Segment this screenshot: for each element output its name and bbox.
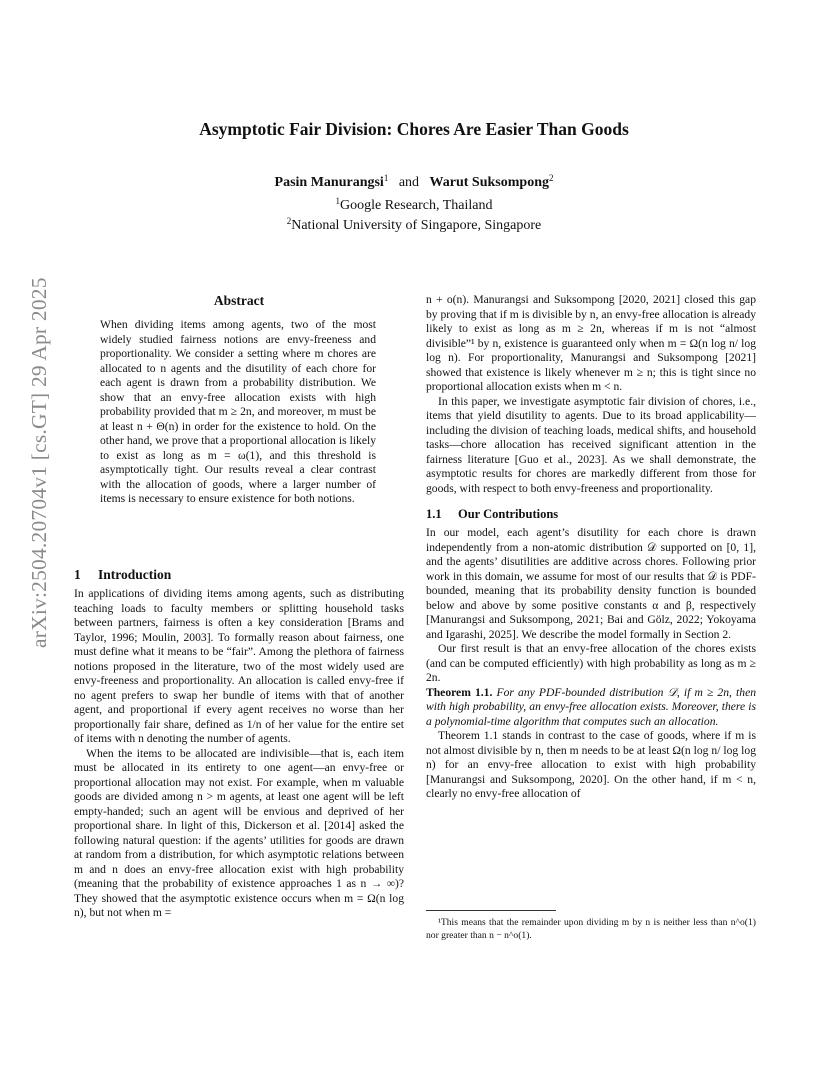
author-conjunction: and (398, 175, 420, 190)
section-number: 1 (74, 567, 81, 582)
affiliation (100, 196, 728, 216)
arxiv-side-stamp (26, 258, 52, 648)
affiliation (100, 216, 728, 236)
affiliation-text: Google Research, Thailand (339, 198, 493, 213)
body-paragraph: In applications of dividing items among agents, such as distributing teaching loads to faculty members or splitting household tasks between partners, fairness is often a key consideration [Brams and Taylor, 1996; Moulin, 2003]. To formally reason about fairness, one must define what it means to be “fair”. Among the plethora of fairness notions proposed in the literature, two of the most widely used are envy-freeness and proportionality. An allocation is called envy-free if no agent prefers to swap her bundle of items with that of another agent, and proportional if every agent receives no worse than her proportionally fair share, defined as 1/n of her value for the entire set of items with n denoting the number of agents. (74, 587, 404, 745)
affiliation-text: National University of Singapore, Singapore (291, 218, 542, 233)
right-column (426, 293, 756, 802)
body-paragraph: n + o(n). Manurangsi and Suksompong [2020, 2021] closed this gap by proving that if m is divisible by n, an envy-free allocation is already likely to exist as long as m ≥ 2n, whereas if m is not “almost divisible”¹ by n, existence is guaranteed only when m = Ω(n log n/ log log n). For proportionality, Manurangsi and Suksompong [2021] showed that existence is likely whenever m ≥ n; this is tight since no proportional allocation exists when m < n. (426, 293, 756, 393)
author-affiliation-mark: 2 (548, 173, 554, 183)
affiliation-mark: 1 (335, 196, 340, 206)
abstract-heading: Abstract (213, 293, 265, 308)
section-title: Introduction (98, 567, 172, 582)
body-paragraph: When the items to be allocated are indivisible—that is, each item must be allocated in its entirety to one agent—an envy-free or proportional allocation may not exist. For example, when m valuable goods are divided among n > m agents, at least one agent will be left empty-handed; such an agent will be envious and deprived of her proportional share. In light of this, Dickerson et al. [2014] asked the following natural question: if the agents’ utilities for goods are drawn at random from a distribution, for which asymptotic relations between m and n does an envy-free allocation exist with high probability (meaning that the probability of existence approaches 1 as n → ∞)? They showed that the asymptotic existence occurs when m = Ω(n log n), but not when m = (74, 746, 404, 919)
subsection-number: 1.1 (426, 507, 442, 521)
arxiv-id: arXiv:2504.20704v1 [cs.GT] 29 Apr 2025 (27, 277, 51, 648)
affiliation-mark: 2 (286, 216, 292, 226)
paper-title: Asymptotic Fair Division: Chores Are Easier Than Goods (199, 119, 629, 139)
body-paragraph: Theorem 1.1 stands in contrast to the case of goods, where if m is not almost divisible by n, then m needs to be at least Ω(n log n/ log log n) for an envy-free allocation to exist with high probability [Manurangsi and Suksompong, 2020]. On the other hand, if m < n, clearly no envy-free allocation of (426, 729, 756, 800)
subsection-title: Our Contributions (458, 507, 559, 521)
section-heading (74, 566, 404, 583)
author-affiliation-mark: 1 (383, 173, 389, 183)
body-paragraph: In this paper, we investigate asymptotic fair division of chores, i.e., items that yield disutility to agents. Due to its broad applicability—including the division of teaching loads, medical shifts, and household tasks—chore allocation has received significant attention in the fairness literature [Guo et al., 2023]. As we shall demonstrate, the asymptotic results for chores are markedly different from those for goods, with respect to both envy-freeness and proportionality. (426, 394, 756, 495)
subsection-heading (426, 506, 756, 522)
theorem-label: Theorem 1.1. (426, 685, 493, 699)
author-name: Pasin Manurangsi (274, 175, 384, 190)
left-column (74, 566, 404, 921)
body-paragraph: In our model, each agent’s disutility for each chore is drawn independently from a non-atomic distribution 𝒟 supported on [0, 1], and the agents’ disutilities are additive across chores. Following prior work in this domain, we assume for most of our results that 𝒟 is PDF-bounded, meaning that its probability density function is bounded below and above by some positive constants α and β, respectively [Manurangsi and Suksompong, 2021; Bai and Gölz, 2022; Yokoyama and Igarashi, 2025]. We describe the model formally in Section 2. (426, 526, 756, 641)
theorem (426, 686, 756, 730)
author-name: Warut Suksompong (429, 175, 549, 190)
abstract-paragraph: When dividing items among agents, two of the most widely studied fairness notions are envy-freeness and proportionality. We consider a setting where m chores are allocated to n agents and the disutility of each chore for each agent is drawn from a probability distribution. We show that an envy-free allocation exists with high probability provided that m ≥ 2n, and moreover, m must be at least n + Θ(n) in order for the existence to hold. On the other hand, we prove that a proportional allocation is likely to exist as long as m = ω(1), and this threshold is asymptotically tight. Our results reveal a clear contrast with the allocation of goods, where a larger number of items is necessary to ensure existence for both notions. (100, 318, 376, 505)
theorem-statement: For any PDF-bounded distribution 𝒟, if m ≥ 2n, then with high probability, an envy-free allocation exists. Moreover, there is a polynomial-time algorithm that computes such an allocation. (426, 685, 757, 728)
footnote-text: ¹This means that the remainder upon dividing m by n is neither less than n^o(1) nor greater than n − n^o(1). (426, 917, 756, 941)
body-paragraph: Our first result is that an envy-free allocation of the chores exists (and can be computed efficiently) with high probability as long as m ≥ 2n. (426, 642, 756, 684)
footnote-rule (426, 910, 556, 911)
footnote (426, 910, 756, 942)
abstract-body (100, 318, 376, 507)
author-list (100, 173, 728, 193)
